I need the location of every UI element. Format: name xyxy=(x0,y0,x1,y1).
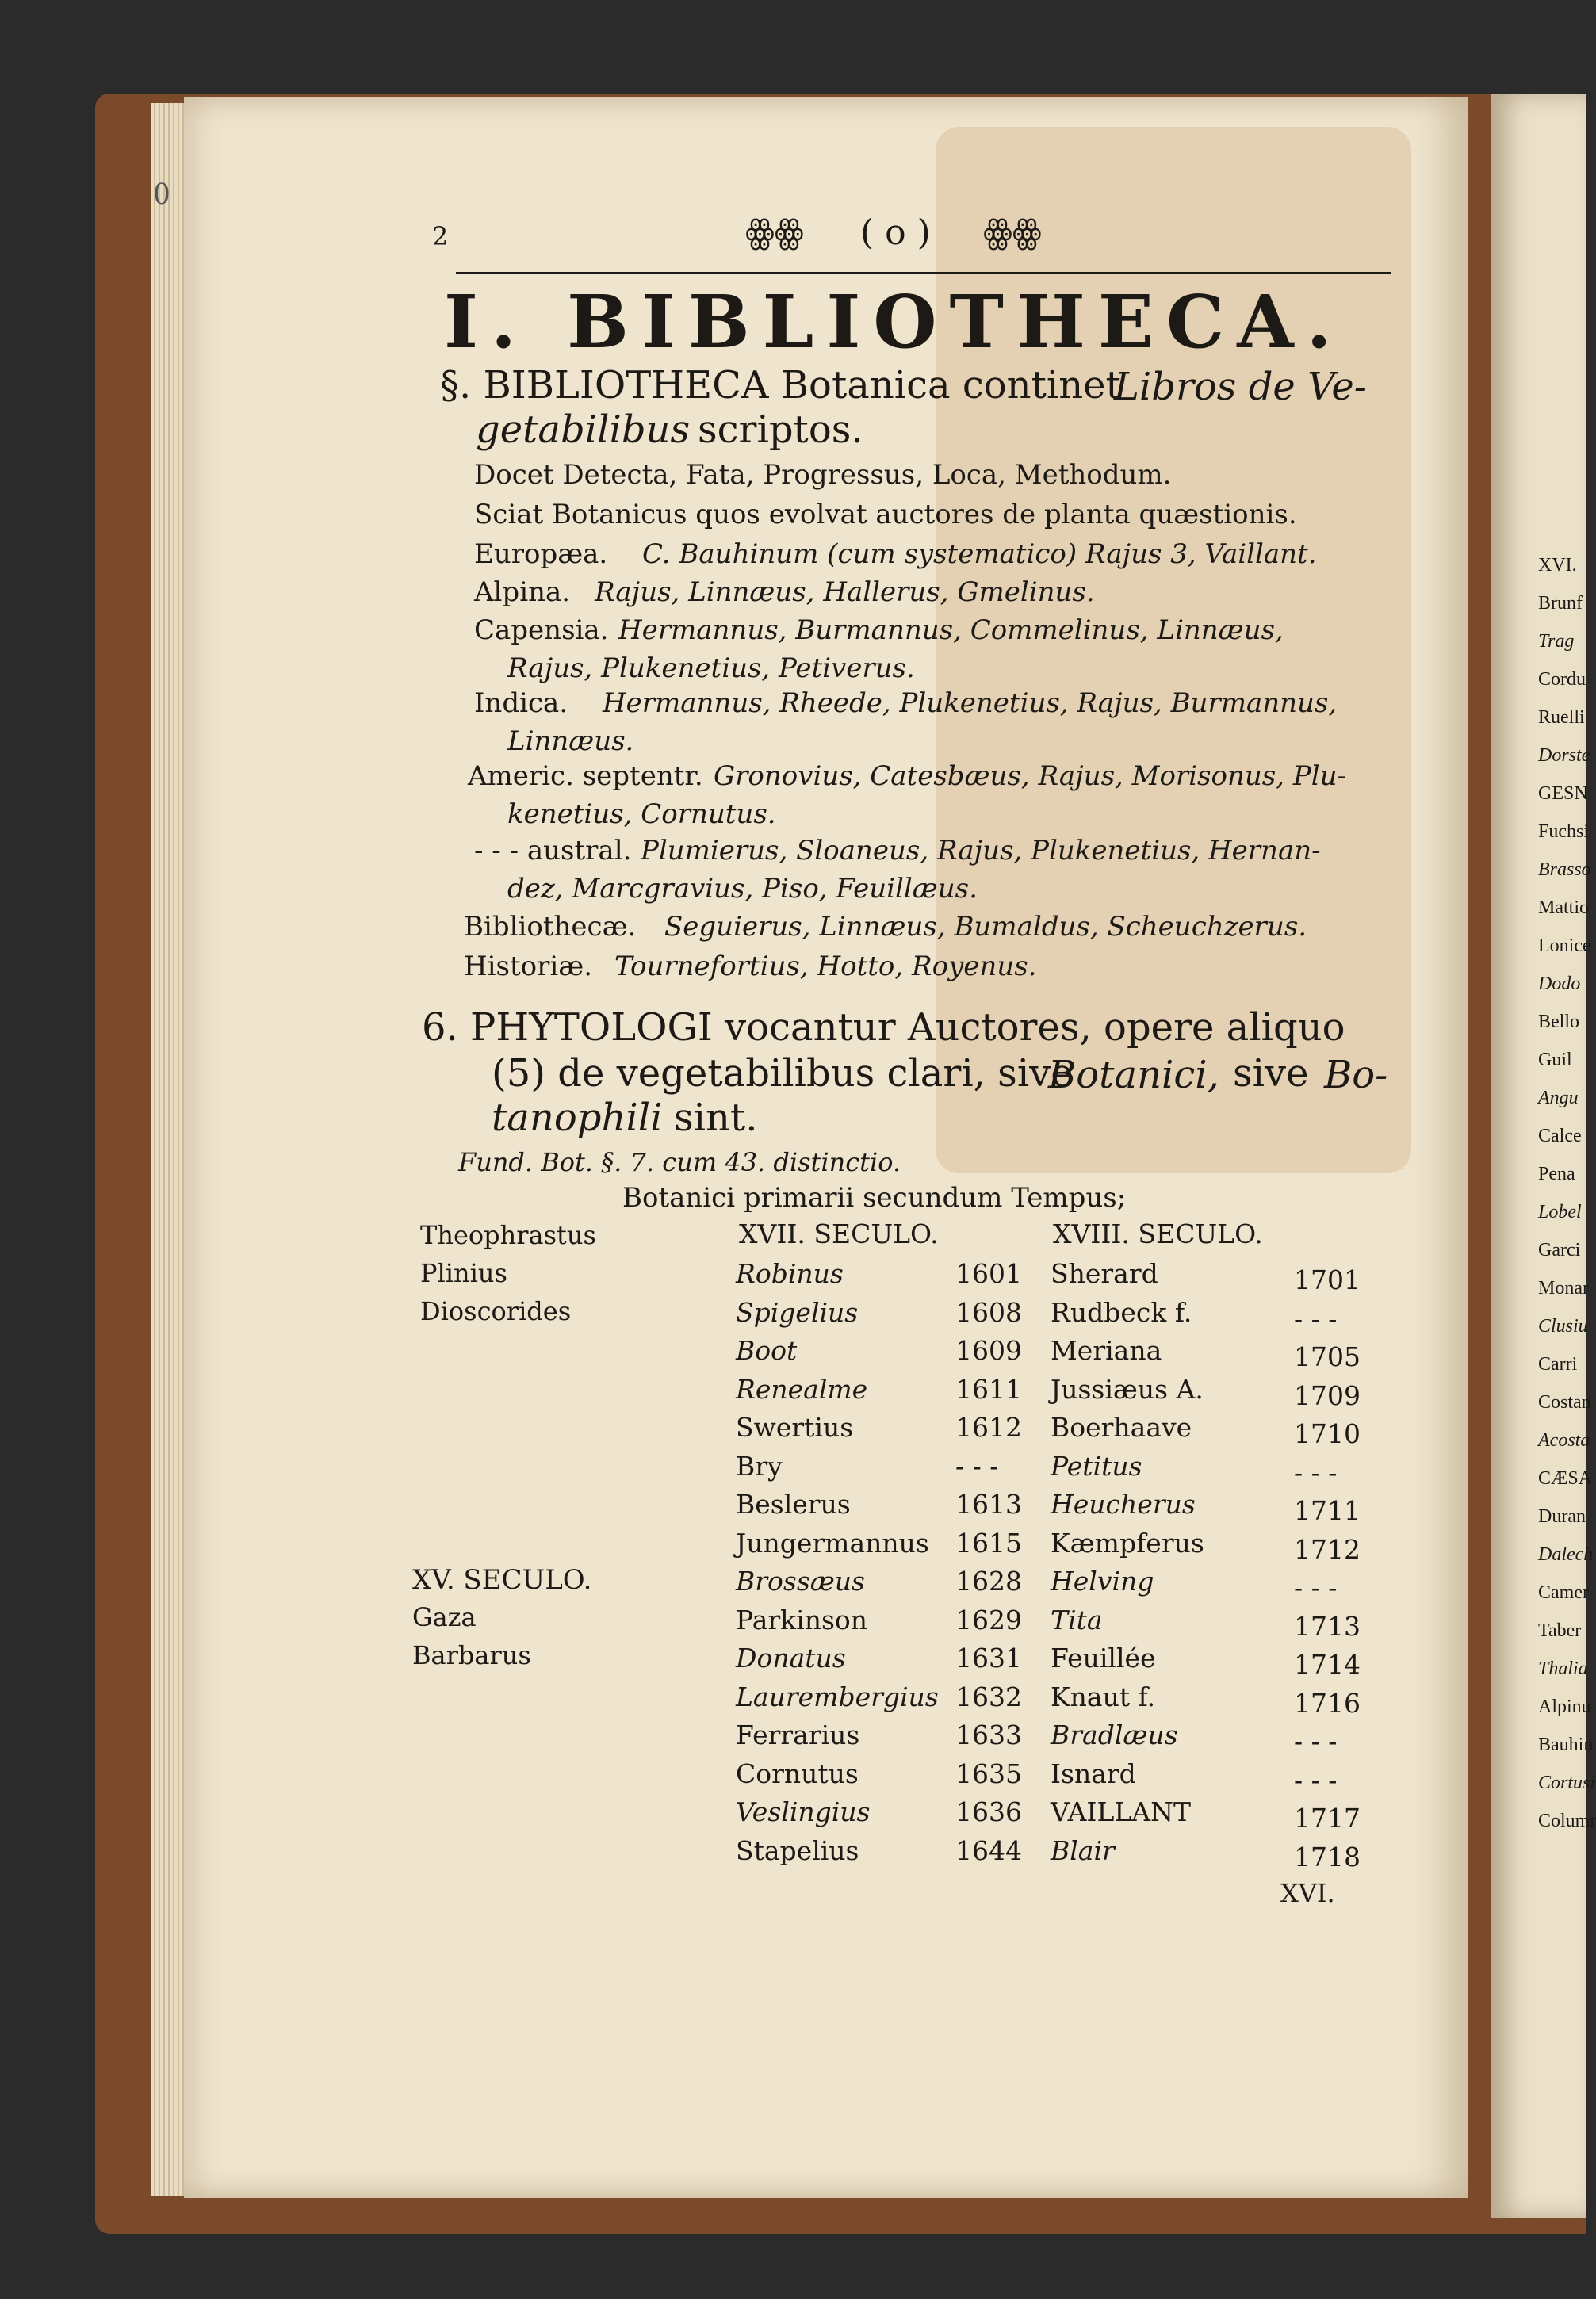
right-page-line: Calce xyxy=(1538,1126,1582,1146)
col18-author: Kæmpferus xyxy=(1051,1527,1204,1559)
col18-author: Helving xyxy=(1051,1566,1154,1597)
col17-year: 1613 xyxy=(955,1489,1022,1520)
col18-author: Petitus xyxy=(1051,1450,1142,1482)
sec15-heading: XV. SECULO. xyxy=(412,1564,592,1596)
entry-label: Capensia. xyxy=(474,614,609,646)
col18-author: Tita xyxy=(1051,1604,1103,1635)
section5-lead: §. BIBLIOTHECA Botanica continet xyxy=(440,363,1121,407)
section6-line2: (5) de vegetabilibus clari, sive xyxy=(492,1051,1074,1096)
right-page-line: Columr xyxy=(1538,1811,1596,1831)
entry-text-continued: Linnæus. xyxy=(507,725,634,757)
col17-author: Beslerus xyxy=(736,1489,851,1520)
running-head: ( o ) xyxy=(860,212,931,253)
right-page xyxy=(1491,94,1586,2218)
col17-heading: XVII. SECULO. xyxy=(739,1218,939,1249)
col17-year: - - - xyxy=(955,1450,999,1482)
col18-year: 1711 xyxy=(1294,1495,1361,1526)
right-page-line: Taber xyxy=(1538,1620,1582,1641)
col17-year: 1629 xyxy=(955,1604,1022,1635)
col17-author: Spigelius xyxy=(736,1296,859,1328)
col17-year: 1609 xyxy=(955,1335,1022,1366)
col18-author: Meriana xyxy=(1051,1335,1162,1366)
entry-text: Gronovius, Catesbæus, Rajus, Morisonus, Plu- xyxy=(714,760,1346,792)
col18-year: - - - xyxy=(1294,1456,1338,1488)
ancient-author: Theophrastus xyxy=(420,1220,596,1250)
right-page-line: XVI. xyxy=(1538,555,1577,576)
col17-year: 1636 xyxy=(955,1796,1022,1827)
chapter-title: I. BIBLIOTHECA. xyxy=(444,279,1345,365)
col17-year: 1612 xyxy=(955,1412,1022,1443)
right-page-line: Acosta xyxy=(1538,1430,1590,1451)
right-page-line: Bello xyxy=(1538,1012,1579,1032)
right-page-line: Alpinu xyxy=(1538,1697,1591,1717)
right-page-line: Cordu xyxy=(1538,669,1586,690)
entry-label: - - - austral. xyxy=(474,835,632,866)
sec15-author: Gaza xyxy=(412,1602,477,1632)
col18-author: Bradlæus xyxy=(1051,1719,1178,1750)
col17-author: Donatus xyxy=(736,1643,846,1674)
col18-year: 1709 xyxy=(1294,1379,1361,1411)
section6-sint: sint. xyxy=(674,1096,758,1140)
col18-year: 1716 xyxy=(1294,1687,1361,1719)
right-page-line: Brasso xyxy=(1538,859,1591,880)
col17-year: 1611 xyxy=(955,1373,1022,1405)
col18-year: 1710 xyxy=(1294,1418,1361,1449)
right-page-line: Dodo xyxy=(1538,974,1581,994)
right-page-line: Camer xyxy=(1538,1582,1589,1603)
col17-author: Stapelius xyxy=(736,1834,859,1866)
section6-botanici: Botanici, xyxy=(1048,1053,1219,1097)
right-page-line: Mattio xyxy=(1538,897,1589,918)
col18-author: Blair xyxy=(1051,1834,1115,1866)
col17-year: 1601 xyxy=(955,1258,1022,1289)
ancient-author: Dioscorides xyxy=(420,1296,572,1326)
entry-text-continued: kenetius, Cornutus. xyxy=(507,798,776,830)
ancient-author: Plinius xyxy=(420,1258,507,1288)
entry-label: Indica. xyxy=(474,687,568,719)
right-page-line: Dorste xyxy=(1538,745,1590,766)
sciat-line: Sciat Botanicus quos evolvat auctores de planta quæstionis. xyxy=(474,499,1297,530)
entry-text: Plumierus, Sloaneus, Rajus, Plukenetius, Hernan- xyxy=(641,835,1321,866)
col17-author: Boot xyxy=(736,1335,798,1366)
col18-year: - - - xyxy=(1294,1572,1338,1603)
right-page-line: Brunf xyxy=(1538,593,1583,614)
col18-heading: XVIII. SECULO. xyxy=(1053,1218,1263,1249)
right-page-line: Cortusi xyxy=(1538,1773,1596,1793)
col18-author: Rudbeck f. xyxy=(1051,1296,1192,1328)
entry-text-continued: Rajus, Plukenetius, Petiverus. xyxy=(507,652,915,684)
right-page-line: Bauhin xyxy=(1538,1735,1594,1755)
col18-year: - - - xyxy=(1294,1303,1338,1334)
entry-label: Bibliothecæ. xyxy=(464,911,637,943)
col18-year: 1713 xyxy=(1294,1610,1361,1642)
col18-author: Feuillée xyxy=(1051,1643,1156,1674)
right-page-line: GESN xyxy=(1538,783,1588,804)
section5-line2-italic: getabilibus xyxy=(476,407,691,452)
col18-year: 1712 xyxy=(1294,1533,1361,1565)
col17-year: 1615 xyxy=(955,1527,1022,1559)
col18-year: 1705 xyxy=(1294,1341,1361,1372)
col18-author: Sherard xyxy=(1051,1258,1158,1289)
entry-text: Hermannus, Rheede, Plukenetius, Rajus, Burmannus, xyxy=(603,687,1338,719)
col17-author: Ferrarius xyxy=(736,1719,860,1750)
section6-sive: sive xyxy=(1233,1051,1309,1096)
right-page-line: Dalech xyxy=(1538,1544,1594,1565)
sec15-author: Barbarus xyxy=(412,1640,531,1670)
page-number: 2 xyxy=(432,221,449,251)
col17-author: Robinus xyxy=(736,1258,844,1289)
col18-author: Boerhaave xyxy=(1051,1412,1192,1443)
docet-line: Docet Detecta, Fata, Progressus, Loca, Methodum. xyxy=(474,459,1172,491)
entry-text: C. Bauhinum (cum systematico) Rajus 3, Vaillant. xyxy=(642,538,1317,570)
entry-text: Tournefortius, Hotto, Royenus. xyxy=(614,951,1037,982)
right-page-line: Clusiu xyxy=(1538,1316,1588,1337)
col18-author: Jussiæus A. xyxy=(1051,1373,1204,1405)
col17-author: Brossæus xyxy=(736,1566,865,1597)
right-page-line: Costan xyxy=(1538,1392,1591,1413)
entry-text: Seguierus, Linnæus, Bumaldus, Scheuchzerus. xyxy=(664,911,1307,943)
col18-year: 1701 xyxy=(1294,1264,1361,1295)
table-title: Botanici primarii secundum Tempus; xyxy=(622,1182,1127,1214)
col17-author: Veslingius xyxy=(736,1796,871,1827)
col18-year: - - - xyxy=(1294,1726,1338,1757)
col17-year: 1631 xyxy=(955,1643,1022,1674)
entry-label: Historiæ. xyxy=(464,951,592,982)
right-page-line: Fuchsi xyxy=(1538,821,1590,842)
col17-year: 1644 xyxy=(955,1834,1022,1866)
catchword: XVI. xyxy=(1280,1878,1335,1908)
right-page-line: Monar xyxy=(1538,1278,1589,1299)
fund-reference: Fund. Bot. §. 7. cum 43. distinctio. xyxy=(458,1147,901,1177)
col17-author: Cornutus xyxy=(736,1758,859,1789)
right-page-line: CÆSA xyxy=(1538,1468,1593,1489)
right-page-line: Guil xyxy=(1538,1050,1572,1070)
col18-author: VAILLANT xyxy=(1051,1796,1192,1827)
pencil-mark: 0 xyxy=(154,175,170,211)
section5-line2: scriptos. xyxy=(698,407,863,452)
col18-author: Isnard xyxy=(1051,1758,1136,1789)
right-page-line: Pena xyxy=(1538,1164,1575,1184)
right-page-line: Trag xyxy=(1538,631,1575,652)
ornament-left-icon: ꙮꙮ xyxy=(745,212,804,251)
section6-line1: 6. PHYTOLOGI vocantur Auctores, opere aliquo xyxy=(422,1005,1345,1050)
right-page-line: Garci xyxy=(1538,1240,1581,1260)
entry-text: Hermannus, Burmannus, Commelinus, Linnæus, xyxy=(618,614,1284,646)
col17-year: 1635 xyxy=(955,1758,1022,1789)
col18-year: 1717 xyxy=(1294,1803,1361,1834)
col18-author: Knaut f. xyxy=(1051,1681,1156,1712)
section6-bo: Bo- xyxy=(1324,1053,1388,1097)
col18-year: 1718 xyxy=(1294,1841,1361,1872)
right-page-line: Angu xyxy=(1538,1088,1579,1108)
entry-label: Americ. septentr. xyxy=(468,760,703,792)
right-page-line: Ruelli xyxy=(1538,707,1585,728)
right-page-line: Lobel xyxy=(1538,1202,1582,1222)
right-page-line: Thalia xyxy=(1538,1658,1588,1679)
right-page-line: Lonice xyxy=(1538,935,1591,956)
entry-text: Rajus, Linnæus, Hallerus, Gmelinus. xyxy=(595,576,1095,608)
col17-author: Parkinson xyxy=(736,1604,868,1635)
col17-year: 1632 xyxy=(955,1681,1022,1712)
col17-author: Jungermannus xyxy=(736,1527,929,1559)
col18-year: 1714 xyxy=(1294,1649,1361,1680)
col17-author: Renealme xyxy=(736,1373,868,1405)
col18-author: Heucherus xyxy=(1051,1489,1196,1520)
entry-text-continued: dez, Marcgravius, Piso, Feuillæus. xyxy=(507,873,978,905)
right-page-line: Carri xyxy=(1538,1354,1578,1375)
col17-year: 1608 xyxy=(955,1296,1022,1328)
right-page-line: Duran xyxy=(1538,1506,1586,1527)
ornament-right-icon: ꙮꙮ xyxy=(983,212,1042,251)
col17-author: Bry xyxy=(736,1450,783,1482)
section6-tanophili: tanophili xyxy=(492,1096,663,1140)
col18-year: - - - xyxy=(1294,1764,1338,1796)
col17-year: 1628 xyxy=(955,1566,1022,1597)
page-edges xyxy=(151,103,187,2196)
header-rule xyxy=(456,272,1391,274)
section5-lead-italic: Libros de Ve- xyxy=(1114,365,1367,409)
col17-author: Swertius xyxy=(736,1412,854,1443)
entry-label: Europæa. xyxy=(474,538,608,570)
entry-label: Alpina. xyxy=(474,576,571,608)
col17-author: Laurembergius xyxy=(736,1681,939,1712)
col17-year: 1633 xyxy=(955,1719,1022,1750)
